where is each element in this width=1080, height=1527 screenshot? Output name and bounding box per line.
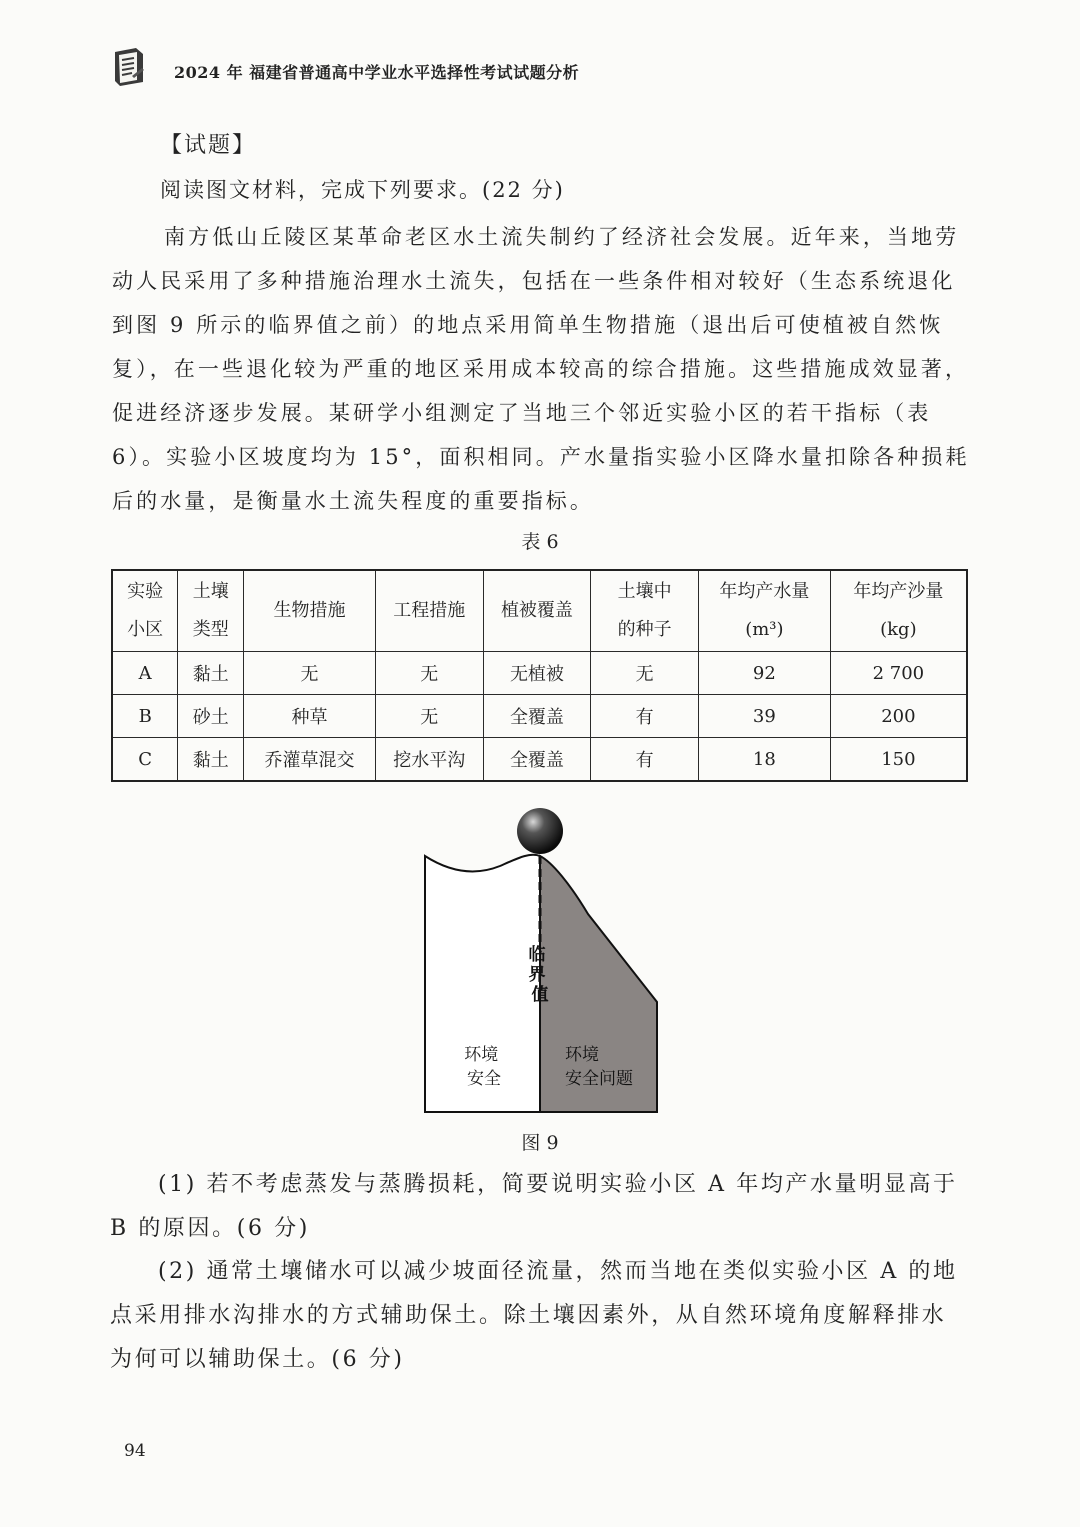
table-cell: 有 bbox=[591, 695, 699, 738]
page-number: 94 bbox=[124, 1441, 146, 1461]
table-header-cell: 年均产水量 (m³) bbox=[699, 570, 831, 652]
table-cell: 无植被 bbox=[483, 652, 591, 695]
instruction: 阅读图文材料，完成下列要求。(22 分) bbox=[160, 178, 565, 202]
table-cell: 无 bbox=[375, 695, 483, 738]
table-cell: 18 bbox=[699, 738, 831, 782]
table-row bbox=[112, 738, 967, 782]
table-cell: 无 bbox=[244, 652, 376, 695]
question-1: (1) 若不考虑蒸发与蒸腾损耗，简要说明实验小区 A 年均产水量明显高于 B 的原因。(6 分) bbox=[110, 1172, 958, 1241]
book-icon bbox=[112, 46, 146, 86]
table-cell: 乔灌草混交 bbox=[244, 738, 376, 782]
table-caption: 表 6 bbox=[521, 531, 559, 553]
data-table bbox=[111, 569, 968, 782]
table-cell: 2 700 bbox=[830, 652, 967, 695]
table-cell: 黏土 bbox=[178, 738, 244, 782]
section-label: 【试题】 bbox=[160, 133, 257, 158]
table-cell: 无 bbox=[591, 652, 699, 695]
table-cell: 92 bbox=[699, 652, 831, 695]
page-header bbox=[112, 46, 972, 96]
table-header-cell: 植被覆盖 bbox=[483, 570, 591, 652]
table-cell: 挖水平沟 bbox=[375, 738, 483, 782]
table-header-row bbox=[112, 570, 967, 652]
table-header-cell: 工程措施 bbox=[375, 570, 483, 652]
table-cell: 砂土 bbox=[178, 695, 244, 738]
table-cell: 种草 bbox=[244, 695, 376, 738]
table-cell: 全覆盖 bbox=[483, 695, 591, 738]
table-cell: 黏土 bbox=[178, 652, 244, 695]
problem-label: 环境 安全问题 bbox=[565, 1045, 633, 1089]
table-cell: C bbox=[112, 738, 178, 782]
question-2: (2) 通常土壤储水可以减少坡面径流量，然而当地在类似实验小区 A 的地点采用排水沟排水的方式辅助保土。除土壤因素外，从自然环境角度解释排水为何可以辅助保土。(6 分) bbox=[110, 1259, 958, 1372]
table-cell: 全覆盖 bbox=[483, 738, 591, 782]
threshold-label: 临 界 值 bbox=[528, 945, 549, 1005]
table-header-cell: 生物措施 bbox=[244, 570, 376, 652]
threshold-figure bbox=[420, 804, 670, 1116]
figure-caption: 图 9 bbox=[521, 1132, 559, 1154]
header-title: 2024 年 福建省普通高中学业水平选择性考试试题分析 bbox=[174, 63, 580, 82]
material-paragraph: 南方低山丘陵区某革命老区水土流失制约了经济社会发展。近年来，当地劳动人民采用了多种措施治理水土流失，包括在一些条件相对较好（生态系统退化到图 9 所示的临界值之前）的地点采用简单生物措施（退出后可使植被自然恢复），在一些退化较为严重的地区采用成本较高的综合措施。这些措施成效显著，促进经济逐步发展。某研学小组测定了当地三个邻近实验小区的若干指标（表 6）。实验小区坡度均为 15°，面积相同。产水量指实验小区降水量扣除各种损耗后的水量，是衡量水土流失程度的重要指标。 bbox=[112, 225, 970, 513]
table-row bbox=[112, 695, 967, 738]
table-header-cell: 年均产沙量 (kg) bbox=[830, 570, 967, 652]
table-cell: 39 bbox=[699, 695, 831, 738]
table-header-cell: 实验 小区 bbox=[112, 570, 178, 652]
ball bbox=[517, 808, 563, 854]
table-cell: 有 bbox=[591, 738, 699, 782]
table-cell: B bbox=[112, 695, 178, 738]
table-cell: 无 bbox=[375, 652, 483, 695]
table-cell: A bbox=[112, 652, 178, 695]
table-cell: 150 bbox=[830, 738, 967, 782]
table-header-cell: 土壤中 的种子 bbox=[591, 570, 699, 652]
table-header-cell: 土壤 类型 bbox=[178, 570, 244, 652]
table-row bbox=[112, 652, 967, 695]
safe-label: 环境 安全 bbox=[464, 1045, 501, 1089]
table-cell: 200 bbox=[830, 695, 967, 738]
